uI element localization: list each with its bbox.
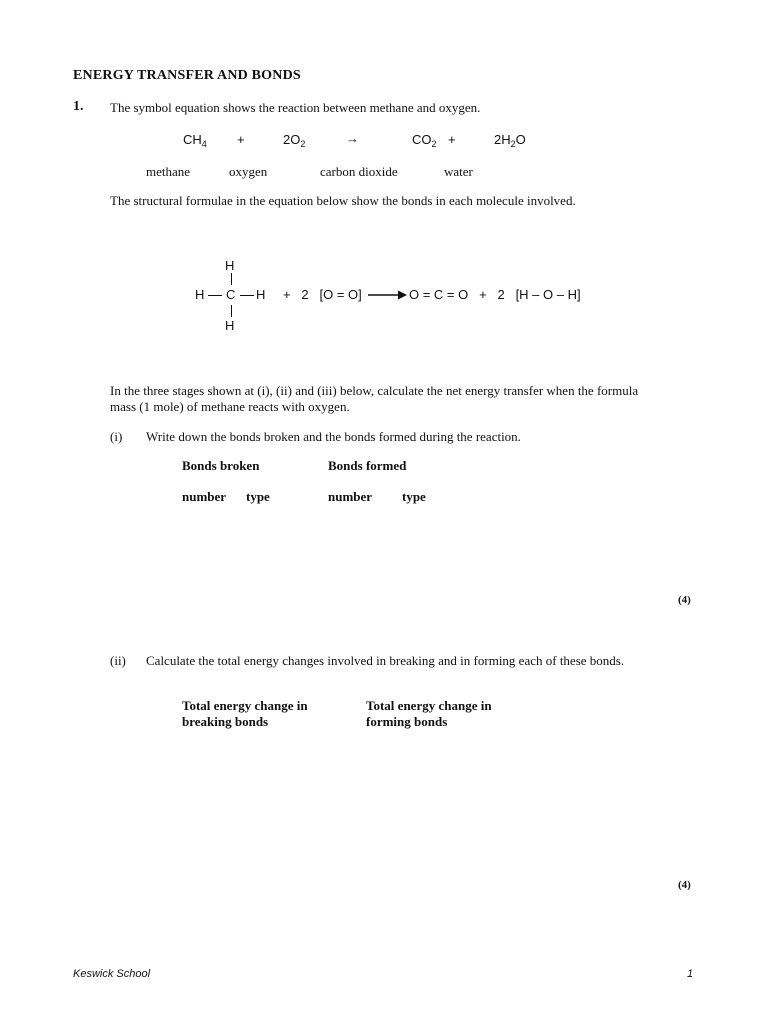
broken-type-heading: type bbox=[246, 489, 270, 504]
water-formula bbox=[494, 132, 526, 147]
part-ii-text: Calculate the total energy changes involved in breaking and in forming each of these bonds. bbox=[146, 653, 625, 668]
part-i-text: Write down the bonds broken and the bonds formed during the reaction. bbox=[146, 429, 521, 444]
h2o-text-b: O bbox=[515, 132, 526, 147]
co-text: CO bbox=[412, 132, 432, 147]
footer-school: Keswick School bbox=[73, 968, 151, 980]
page-title: ENERGY TRANSFER AND BONDS bbox=[73, 68, 301, 83]
forming-total-heading-1: Total energy change in bbox=[366, 698, 492, 713]
reaction-arrow-icon bbox=[368, 289, 408, 301]
bond-c-h-left bbox=[208, 295, 222, 296]
co-subscript: 2 bbox=[431, 139, 437, 149]
part-ii-marks: (4) bbox=[678, 879, 691, 891]
reaction-arrow: → bbox=[346, 131, 359, 146]
products-structural: O = C = O + 2 [H – O – H] bbox=[409, 287, 581, 302]
methane-h-bottom: H bbox=[225, 318, 235, 333]
ch-subscript: 4 bbox=[201, 139, 207, 149]
bonds-formed-heading: Bonds formed bbox=[328, 458, 407, 473]
formed-type-heading: type bbox=[402, 489, 426, 504]
footer-page-number: 1 bbox=[687, 968, 694, 980]
ch-text: CH bbox=[183, 132, 202, 147]
part-i-marks: (4) bbox=[678, 594, 691, 606]
plus-sign: + bbox=[237, 132, 245, 147]
methane-formula bbox=[183, 132, 207, 147]
plus-sign: + bbox=[448, 132, 456, 147]
oxygen-structural: + 2 [O = O] bbox=[283, 287, 362, 302]
name-carbon-dioxide: carbon dioxide bbox=[320, 164, 398, 179]
name-methane: methane bbox=[146, 164, 191, 179]
breaking-total-heading-1: Total energy change in bbox=[182, 698, 308, 713]
bond-c-h-right bbox=[240, 295, 254, 296]
formed-number-heading: number bbox=[328, 489, 373, 504]
o2-text: 2O bbox=[283, 132, 301, 147]
stages-intro: In the three stages shown at (i), (ii) and (iii) below, calculate the net energy transfer when the formula mass (1 mole) of methane reacts with oxygen. bbox=[110, 383, 639, 414]
o2-subscript: 2 bbox=[300, 139, 306, 149]
broken-number-heading: number bbox=[182, 489, 227, 504]
oxygen-formula bbox=[283, 132, 305, 147]
structural-intro: The structural formulae in the equation below show the bonds in each molecule involved. bbox=[110, 193, 576, 208]
name-water: water bbox=[444, 164, 473, 179]
question-number: 1. bbox=[73, 99, 84, 114]
h2o-subscript: 2 bbox=[510, 139, 516, 149]
question-intro: The symbol equation shows the reaction between methane and oxygen. bbox=[110, 100, 481, 115]
part-i-label: (i) bbox=[110, 429, 123, 444]
bonds-broken-heading: Bonds broken bbox=[182, 458, 260, 473]
methane-h-left: H bbox=[195, 287, 205, 302]
part-ii-label: (ii) bbox=[110, 653, 126, 668]
h2o-text-a: 2H bbox=[494, 132, 511, 147]
name-oxygen: oxygen bbox=[229, 164, 268, 179]
methane-c: C bbox=[226, 287, 236, 302]
bond-c-h-bottom bbox=[231, 305, 232, 317]
methane-h-right: H bbox=[256, 287, 266, 302]
bond-c-h-top bbox=[231, 273, 232, 285]
breaking-total-heading-2: breaking bonds bbox=[182, 714, 269, 729]
forming-total-heading-2: forming bonds bbox=[366, 714, 448, 729]
co2-formula bbox=[412, 132, 437, 147]
methane-h-top: H bbox=[225, 258, 235, 273]
